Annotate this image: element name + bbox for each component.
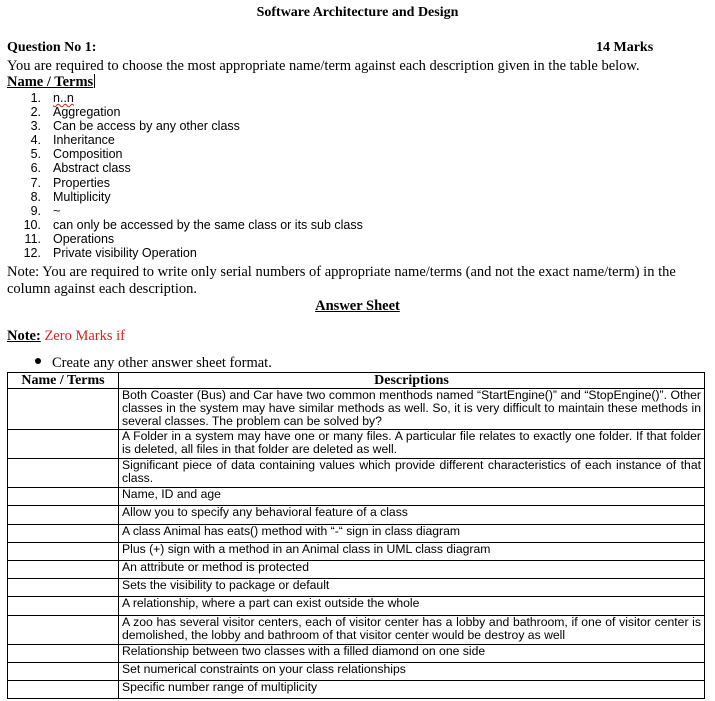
term-number: 5. (30, 147, 41, 162)
table-row (8, 429, 705, 458)
term-number: 9. (30, 203, 41, 218)
table-row (8, 389, 705, 430)
term-text: Multiplicity (53, 189, 111, 204)
answer-cell[interactable] (8, 542, 119, 560)
term-number: 11. (24, 231, 41, 246)
question-instruction: You are required to choose the most appropriate name/term against each description given in the table below. (7, 58, 640, 74)
term-number: 6. (30, 161, 41, 176)
term-item (0, 190, 363, 204)
header-name-terms: Name / Terms (8, 373, 119, 389)
term-item (0, 218, 363, 232)
header-descriptions: Descriptions (119, 373, 705, 389)
table-row (8, 560, 705, 578)
bullet-item (35, 355, 272, 372)
description-cell: A zoo has several visitor centers, each of visitor center has a lobby and bathroom, if one of visitor center is demolished, the lobby and bathroom of that visitor center would be destroy as well (119, 615, 705, 644)
table-row (8, 596, 705, 615)
term-text: Abstract class (53, 161, 131, 176)
table-row (8, 487, 705, 505)
term-number: 10. (23, 217, 41, 232)
term-text: Private visibility Operation (53, 246, 197, 261)
term-text: Aggregation (53, 105, 121, 120)
terms-heading (7, 74, 95, 91)
term-item (0, 246, 363, 260)
answer-sheet-heading: Answer Sheet (315, 298, 400, 314)
term-number: 3. (30, 119, 41, 134)
description-cell: Plus (+) sign with a method in an Animal class in UML class diagram (119, 542, 705, 560)
answer-cell[interactable] (8, 680, 119, 698)
term-text: n..n (53, 91, 74, 105)
answer-table (7, 372, 705, 699)
term-text: Inheritance (53, 133, 115, 148)
zero-marks-text: Zero Marks if (44, 328, 125, 344)
term-item (0, 91, 363, 105)
term-number: 12. (23, 246, 41, 261)
table-row (8, 662, 705, 680)
term-item (0, 119, 363, 133)
description-cell: Set numerical constraints on your class relationships (119, 662, 705, 680)
note-label: Note: (7, 328, 41, 344)
description-cell: Name, ID and age (119, 487, 705, 505)
answer-cell[interactable] (8, 578, 119, 596)
term-text: can only be accessed by the same class or its sub class (53, 217, 363, 232)
table-row (8, 458, 705, 487)
bullet-text: Create any other answer sheet format. (52, 355, 272, 371)
description-cell: Specific number range of multiplicity (119, 680, 705, 698)
document-title: Software Architecture and Design (256, 5, 459, 20)
answer-cell[interactable] (8, 458, 119, 487)
description-cell: A Folder in a system may have one or many files. A particular file relates to exactly one folder. If that folder is deleted, all files in that folder are deleted as well. (119, 429, 705, 458)
terms-heading-text: Name / Terms (7, 74, 94, 90)
answer-cell[interactable] (8, 429, 119, 458)
description-cell: A relationship, where a part can exist outside the whole (119, 596, 705, 615)
term-item (0, 133, 363, 147)
description-cell: Significant piece of data containing values which provide different characteristics of each instance of that class. (119, 458, 705, 487)
bullet-icon (35, 358, 41, 364)
answer-cell[interactable] (8, 389, 119, 430)
term-number: 2. (30, 105, 41, 120)
description-cell: Sets the visibility to package or default (119, 578, 705, 596)
table-row (8, 615, 705, 644)
zero-marks-line (7, 328, 125, 345)
term-number: 1. (30, 91, 41, 105)
term-number: 8. (30, 189, 41, 204)
table-row (8, 524, 705, 542)
description-cell: Allow you to specify any behavioral feature of a class (119, 505, 705, 524)
term-item (0, 147, 363, 161)
term-item (0, 232, 363, 246)
term-text: Can be access by any other class (53, 119, 240, 134)
answer-cell[interactable] (8, 596, 119, 615)
table-row (8, 505, 705, 524)
answer-cell[interactable] (8, 524, 119, 542)
terms-list (0, 91, 363, 260)
answer-cell[interactable] (8, 560, 119, 578)
description-cell: Both Coaster (Bus) and Car have two common menthods named “StartEngine()” and “StopEngine()”. Other classes in the system may have similar methods as well. So, it is very difficult to maintain these methods in several classes. The problem can be solved by? (119, 389, 705, 430)
answer-cell[interactable] (8, 615, 119, 644)
description-cell: An attribute or method is protected (119, 560, 705, 578)
term-item (0, 176, 363, 190)
description-cell: Relationship between two classes with a filled diamond on one side (119, 644, 705, 662)
description-cell: A class Animal has eats() method with “-“ sign in class diagram (119, 524, 705, 542)
term-item (0, 204, 363, 218)
table-row (8, 542, 705, 560)
answer-cell[interactable] (8, 505, 119, 524)
term-text: ~ (53, 203, 61, 218)
text-cursor (94, 74, 95, 88)
question-label: Question No 1: (7, 40, 97, 55)
table-row (8, 644, 705, 662)
answer-cell[interactable] (8, 662, 119, 680)
table-row (8, 680, 705, 698)
answer-cell[interactable] (8, 644, 119, 662)
table-row (8, 578, 705, 596)
term-item (0, 161, 363, 175)
term-number: 7. (30, 175, 41, 190)
answer-cell[interactable] (8, 487, 119, 505)
question-marks: 14 Marks (596, 40, 654, 55)
term-text: Operations (53, 231, 115, 246)
table-header-row (8, 373, 705, 389)
term-number: 4. (30, 133, 41, 148)
term-text: Composition (53, 147, 123, 162)
term-item (0, 105, 363, 119)
term-text: Properties (53, 175, 110, 190)
note-paragraph: Note: You are required to write only serial numbers of appropriate name/terms (and not the exact name/term) in the column against each description. (7, 264, 676, 297)
